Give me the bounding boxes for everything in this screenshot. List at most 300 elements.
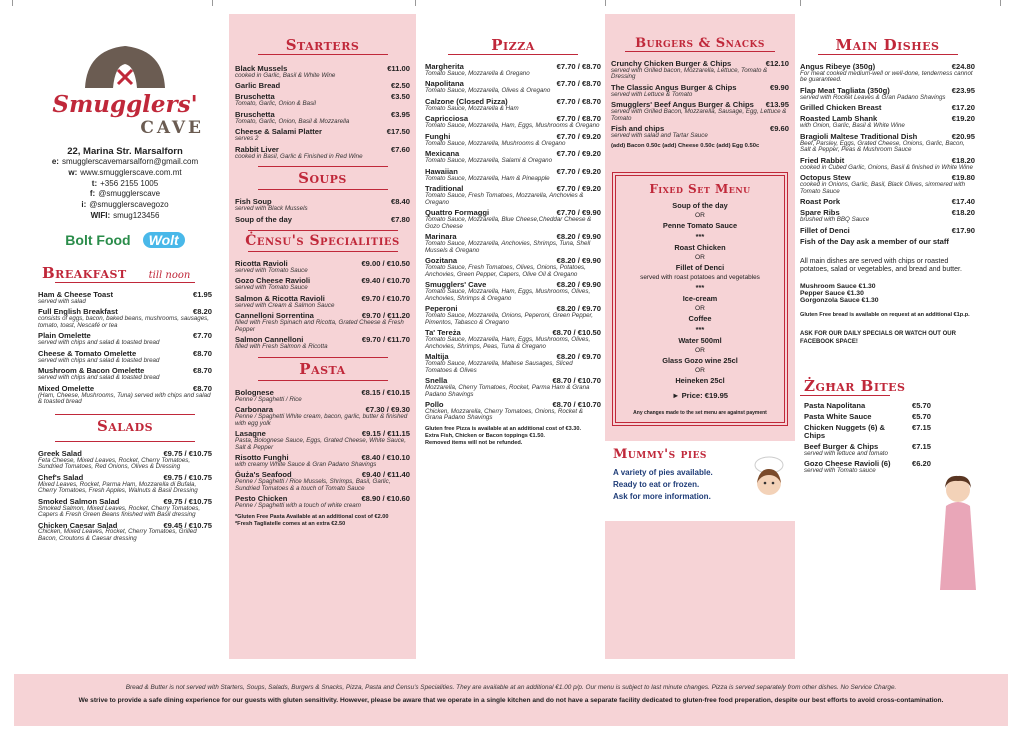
contact-value: +356 2155 1005 (100, 178, 159, 188)
bolt-food-logo: Bolt Food (65, 231, 131, 248)
item-desc: For meat cooked medium-well or well-done, tenderness cannot be guaranteed. (800, 69, 973, 84)
set-menu-line: Water 500ml (678, 335, 722, 345)
item-price: €9.75 / €10.75 (163, 448, 212, 458)
item-desc: Tomato Sauce, Mozzarella, Ham, Eggs, Mushrooms, Olives, Anchovies, Shrimps & Oregano (425, 288, 591, 302)
item-desc: served with Rocket Leaves & Gran Padano Shavings (800, 93, 946, 101)
item-desc: filled with Fresh Spinach and Ricotta, Grated Cheese & Fresh Pepper (235, 319, 404, 333)
breakfast-section (30, 264, 220, 406)
menu-item (425, 281, 601, 302)
item-name: Garlic Bread (235, 81, 281, 91)
item-price: €7.70 / €9.20 (556, 131, 601, 141)
item-name: Pasta Napolitana (804, 400, 866, 410)
item-price: €7.30 / €9.30 (365, 405, 410, 415)
item-price: €8.70 (192, 348, 212, 358)
item-name: Gozo Cheese Ravioli (6) (804, 459, 891, 469)
menu-item (38, 332, 212, 346)
menu-item (800, 104, 975, 112)
menu-item (425, 329, 601, 350)
item-name: Bragioli Maltese Traditional Dish (800, 131, 918, 141)
item-price: €9.45 / €10.75 (163, 520, 212, 530)
item-price: €8.70 (192, 383, 212, 393)
pizza-list (425, 63, 601, 422)
item-name: Angus Ribeye (350g) (800, 62, 876, 71)
item-name: Capricciosa (425, 114, 469, 124)
item-desc: Penne / Spaghetti / Rice Mussels, Shrimps, Basil, Garlic, Sundried Tomatoes & a touch of Tomato Sauce (235, 478, 391, 492)
menu-item (800, 174, 975, 195)
menu-item (611, 84, 789, 98)
item-price: €13.95 (765, 100, 789, 110)
contact-list (30, 157, 220, 222)
item-price: €8.20 / €9.70 (556, 352, 601, 362)
item-price: €8.40 / €10.10 (361, 453, 410, 462)
note-line: Gluten free Pizza is available at an additional cost of €3.30. (425, 425, 582, 432)
item-price: €18.20 (951, 155, 975, 165)
set-menu-line: Heineken 25cl (675, 375, 725, 385)
burger-extras: (add) Bacon 0.50c (add) Cheese 0.50c (add) Egg 0.50c (611, 142, 760, 149)
item-price: €8.70 / €10.50 (552, 328, 601, 338)
item-price: €9.40 / €11.40 (361, 470, 410, 480)
item-desc: Tomato Sauce, Mozzarella & Ham (425, 104, 519, 112)
item-desc: served with chips and salad & toasted bread (38, 339, 160, 347)
menu-item (800, 157, 975, 171)
set-menu-line: *** (695, 324, 705, 334)
item-name: Fried Rabbit (800, 155, 845, 165)
item-name: Spare Ribs (800, 208, 840, 218)
menu-item (235, 216, 410, 224)
col-pizza (423, 14, 603, 664)
contact-label: WIFI: (90, 210, 111, 220)
item-name: Roast Pork (800, 197, 841, 207)
mains-served: All main dishes are served with chips or roasted potatoes, salad or vegetables, and bread and butter. (800, 257, 962, 274)
menu-item (38, 522, 212, 543)
footer-line2: We strive to provide a safe dining experience for our guests with gluten sensitivity. However, please be aware that we operate in a single kitchen and do not have a separate facility dedicated to gluten-free food preperation, despite our best efforts to avoid cross-contamination. (78, 697, 944, 704)
item-price: €9.15 / €11.15 (361, 429, 410, 439)
item-price: €5.70 (911, 411, 931, 421)
menu-item (38, 450, 212, 471)
menu-item (235, 454, 410, 468)
item-price: €17.40 (951, 197, 975, 207)
censu-list (235, 260, 410, 351)
menu-item (804, 443, 931, 457)
item-name: Black Mussels (235, 64, 288, 73)
item-name: Mexicana (425, 149, 460, 159)
item-price: €23.95 (951, 85, 975, 95)
item-name: Fish Soup (235, 197, 272, 207)
item-desc: served with Grilled bacon, Mozzarella, Lettuce, Tomato & Dressing (611, 66, 768, 81)
set-menu-line: OR (695, 211, 705, 219)
menu-item (38, 498, 212, 519)
col-brand (30, 14, 220, 614)
item-name: Salmon & Ricotta Ravioli (235, 293, 325, 303)
item-price: €8.15 / €10.15 (361, 387, 410, 397)
item-name: Rabbit Liver (235, 144, 279, 154)
item-desc: Tomato Sauce, Fresh Tomatoes, Olives, Onions, Potatoes, Anchovies, Green Pepper, Capers, Olive Oil & Oregano (425, 264, 586, 278)
sauce-line: Gorgonzola Sauce €1.30 (800, 297, 879, 305)
item-name: Pasta White Sauce (804, 411, 872, 421)
item-desc: served with salad (38, 297, 86, 305)
contact-line[interactable] (30, 168, 220, 179)
contact-label: f: (89, 189, 96, 199)
menu-item (235, 65, 410, 79)
item-name: Margherita (425, 62, 464, 71)
contact-label: i: (81, 200, 87, 210)
address: 22, Marina Str. Marsalforn (67, 146, 183, 157)
menu-item (800, 115, 975, 129)
set-menu-line: OR (695, 366, 705, 374)
menu-item (800, 133, 975, 154)
item-name: Greek Salad (38, 448, 82, 458)
item-desc: Chicken, Mozzarella, Cherry Tomatoes, Onions, Rocket & Grana Padano Shavings (425, 407, 583, 422)
item-desc: Smoked Salmon, Mixed Leaves, Rocket, Cherry Tomatoes, Capers & Fresh Green Beans finished with Basil dressing (38, 504, 201, 518)
item-name: Traditional (425, 184, 464, 194)
set-menu-line: *** (695, 231, 705, 241)
item-name: Flap Meat Tagliata (350g) (800, 85, 890, 95)
item-desc: Chicken, Mixed Leaves, Rocket, Cherry Tomatoes, Grilled Bacon, Croutons & Caesar dressing (38, 528, 197, 542)
pasta-notes (235, 514, 410, 528)
set-menu-line: Ice-cream (682, 293, 718, 303)
item-name: Pollo (425, 400, 444, 409)
item-desc: Tomato, Garlic, Onion & Basil (235, 100, 316, 108)
contact-value: @smugglerscavegozo (89, 200, 169, 210)
item-name: Salmon Cannelloni (235, 335, 304, 345)
item-price: €7.70 / €9.20 (556, 166, 601, 176)
item-name: Smoked Salmon Salad (38, 496, 120, 506)
item-name: Bolognese (235, 387, 274, 397)
item-desc: cooked in Garlic, Basil & White Wine (235, 71, 336, 79)
menu-item (235, 389, 410, 403)
item-name: Cannelloni Sorrentina (235, 311, 314, 321)
item-desc: Tomato, Garlic, Onion, Basil & Mozzarella (235, 117, 350, 125)
menu-item (425, 353, 601, 374)
item-price: €7.15 (911, 441, 931, 451)
menu-item (235, 495, 410, 509)
item-price: €8.20 / €9.70 (556, 304, 601, 314)
set-menu-line: Fillet of Denci (675, 262, 725, 272)
item-price: €8.20 / €9.90 (556, 256, 601, 266)
item-desc: Mixed Leaves, Rocket, Parma Ham, Mozzarella di Bufala, Cherry Tomatoes, Fresh Apples, Walnuts & Basil Dressing (38, 480, 198, 495)
menu-item (425, 80, 601, 94)
item-desc: Tomato Sauce, Fresh Tomatoes, Mozzarella, Anchovies & Oregano (425, 192, 584, 206)
item-price: €9.90 (769, 82, 789, 92)
item-desc: served with Grilled Bacon, Mozzarella, Sausage, Egg, Lettuce & Tomato (611, 108, 787, 122)
item-desc: served with lettuce and tomato (804, 449, 888, 457)
burgers-list (611, 60, 789, 140)
logo (30, 40, 220, 138)
footer-line1: Bread & Butter is not served with Starters, Soups, Salads, Burgers & Snacks, Pizza, Pasta and Ċensu's Specialities. They are available at an additional €1.00 p/p. Our menu is subject to last minute changes. Pizza is served separately from other dishes. No Service Charge. (125, 684, 897, 691)
item-price: €9.60 (769, 124, 789, 134)
item-price: €20.95 (951, 131, 975, 141)
set-menu-line: Glass Gozo wine 25cl (662, 355, 738, 365)
sauce-line: Mushroom Sauce €1.30 (800, 283, 876, 291)
soups-title: Soups (298, 169, 347, 188)
menu-item (425, 63, 601, 77)
item-price: €7.70 / €9.20 (556, 184, 601, 194)
item-name: Ta' Tereża (425, 328, 461, 338)
pies-box (605, 441, 795, 521)
note-line: *Fresh Tagliatelle comes at an extra €2.50 (235, 520, 346, 527)
item-price: €8.70 / €10.70 (552, 376, 601, 386)
item-desc: consists of eggs, bacon, baked beans, mushrooms, sausages, tomato, toast, Nescafé or tea (38, 315, 209, 329)
menu-item (611, 101, 789, 122)
item-desc: Mozzarella, Cherry Tomatoes, Rocket, Parma Ham & Grana Padano Shavings (425, 384, 590, 398)
item-desc: Penne / Spaghetti White cream, bacon, garlic, butter & finished with egg yolk (235, 413, 408, 427)
item-desc: brushed with BBQ Sauce (800, 216, 870, 224)
brand-sub: CAVE (140, 118, 204, 138)
item-name: Chicken Caesar Salad (38, 520, 118, 530)
set-menu-line: served with roast potatoes and vegetables (640, 273, 760, 281)
item-price: €9.75 / €10.75 (163, 472, 212, 482)
item-desc: Tomato Sauce, Mozzarella & Oregano (425, 69, 530, 77)
menu-item (425, 209, 601, 230)
item-price: €1.95 (192, 289, 212, 299)
item-name: Crunchy Chicken Burger & Chips (611, 59, 732, 68)
contact-line[interactable] (30, 211, 220, 222)
item-price: €7.70 / €8.70 (556, 62, 601, 71)
pies-line: Ask for more information. (613, 491, 711, 501)
item-desc: Tomato Sauce, Mozzarella, Mushrooms & Oregano (425, 139, 566, 147)
salads-list (38, 450, 212, 543)
item-price: €9.70 / €11.70 (361, 335, 410, 345)
item-desc: Penne / Spaghetti with a touch of white cream (235, 502, 361, 510)
item-desc: serves 2 (235, 135, 259, 143)
item-price: €8.70 (192, 366, 212, 376)
menu-item (800, 87, 975, 101)
item-name: Beef Burger & Chips (804, 441, 879, 451)
item-desc: filled with Fresh Salmon & Ricotta (235, 343, 328, 351)
menu-item (611, 125, 789, 139)
item-price: €11.00 (387, 64, 410, 73)
menu-item (235, 277, 410, 291)
item-price: €7.70 / €8.70 (556, 96, 601, 106)
pizza-notes (425, 426, 601, 447)
item-price: €18.20 (951, 208, 975, 218)
menu-item (235, 111, 410, 125)
item-price: €19.20 (951, 114, 975, 124)
item-desc: Beef, Parsley, Eggs, Grated Cheese, Onions, Garlic, Bacon, Salt & Pepper, Peas & Mushroom Sauce (800, 139, 965, 154)
contact-label: t: (91, 178, 98, 188)
item-name: Funghi (425, 131, 451, 141)
item-price: €17.90 (951, 225, 975, 235)
item-price: €8.20 / €9.90 (556, 280, 601, 290)
item-price: €9.75 / €10.75 (163, 496, 212, 506)
menu-item (804, 424, 931, 440)
item-name: Peperoni (425, 304, 458, 314)
menu-item (425, 257, 601, 278)
item-name: Fillet of Denci (800, 225, 850, 235)
starters-title: Starters (285, 36, 360, 54)
salads-section (30, 414, 220, 543)
item-name: Chef's Salad (38, 472, 84, 482)
item-price: €7.15 (911, 422, 931, 432)
set-menu-box (615, 175, 785, 423)
specials-note: ASK FOR OUR DAILY SPECIALS OR WATCH OUT OUR FACEBOOK SPACE! (800, 331, 956, 345)
footer-band (14, 674, 1008, 726)
item-price: €7.70 (192, 331, 212, 341)
item-price: €7.70 / €9.20 (556, 149, 601, 159)
pasta-list (235, 389, 410, 510)
mains-title: Main Dishes (835, 36, 940, 54)
menu-item (425, 150, 601, 164)
menu-item (425, 233, 601, 254)
pasta-title: Pasta (299, 359, 346, 378)
set-menu-line: *** (695, 282, 705, 292)
item-desc: cooked in Onions, Garlic, Basil, Black Olives, simmered with Tomato Sauce (800, 181, 966, 195)
menu-item (235, 82, 410, 90)
menu-item (235, 146, 410, 160)
menu-item (425, 98, 601, 112)
menu-item (235, 406, 410, 427)
menu-item (804, 460, 931, 474)
item-name: Napolitana (425, 79, 464, 89)
contact-line[interactable] (30, 200, 220, 211)
set-menu-line: OR (695, 304, 705, 312)
menu-item (235, 295, 410, 309)
item-name: Risotto Funghi (235, 453, 289, 462)
item-desc: with creamy White Sauce & Gran Padano Shavings (235, 460, 377, 468)
set-menu-line: OR (695, 253, 705, 261)
pies-line: A variety of pies available. (613, 467, 713, 477)
salads-title: Salads (96, 416, 154, 435)
item-name: Ham & Cheese Toast (38, 289, 113, 299)
breakfast-tag: till noon (148, 269, 191, 281)
item-price: €19.80 (951, 173, 975, 183)
menu-item (38, 308, 212, 329)
menu-item (611, 60, 789, 81)
menu-item (804, 402, 931, 410)
item-price: €7.70 / €9.90 (556, 208, 601, 218)
delivery-logos (30, 232, 220, 248)
menu-item (235, 260, 410, 274)
menu-item (425, 305, 601, 326)
sauces-list (800, 283, 975, 304)
menu-item (38, 367, 212, 381)
menu-item (800, 227, 975, 235)
menu-item (425, 133, 601, 147)
item-name: Cheese & Tomato Omelette (38, 348, 137, 358)
item-desc: Feta Cheese, Mixed Leaves, Rocket, Cherry Tomatoes, Sundried Tomatoes, Red Onions, Olives & Dressing (38, 456, 191, 471)
menu-item (38, 350, 212, 364)
item-desc: cooked in Cubed Garlic, Onions, Basil & finished in White Wine (800, 163, 973, 171)
item-desc: cooked in Basil, Garlic & Finished in Red Wine (235, 152, 363, 160)
item-desc: Tomato Sauce, Mozzarella, Anchovies, Shrimps, Tuna, Shell Mussels & Oregano (425, 240, 591, 254)
menu-item (804, 413, 931, 421)
item-name: Pesto Chicken (235, 494, 288, 504)
menu-item (800, 63, 975, 84)
item-desc: Tomato Sauce, Mozzarella, Olives & Oregano (425, 87, 551, 95)
item-price: €9.40 / €10.70 (361, 276, 410, 286)
item-price: €2.50 (390, 81, 410, 91)
item-price: €12.10 (765, 59, 789, 68)
set-menu-line: Penne Tomato Sauce (662, 220, 738, 230)
item-price: €8.70 / €10.70 (552, 400, 601, 409)
item-desc: Pasta, Bolognese Sauce, Eggs, Grated Cheese, White Sauce, Salt & Pepper (235, 437, 406, 451)
kids-list (800, 402, 975, 475)
item-desc: (Ham, Cheese, Mushrooms, Tuna) served with chips and salad & toasted bread (38, 391, 211, 406)
note-line: Extra Fish, Chicken or Bacon toppings €1.50. (425, 432, 545, 439)
menu-item (38, 291, 212, 305)
contact-label: e: (51, 157, 59, 166)
item-desc: Penne / Spaghetti / Rice (235, 395, 302, 403)
item-price: €7.70 / €8.70 (556, 79, 601, 89)
item-desc: Tomato Sauce, Mozzarella, Blue Cheese,Cheddar Cheese & Gozo Cheese (425, 216, 592, 230)
menu-item (800, 238, 975, 246)
contact-line[interactable] (30, 179, 220, 190)
pies-line: Ready to eat or frozen. (613, 479, 700, 489)
menu-item (235, 93, 410, 107)
item-desc: Tomato Sauce, Mozzarella, Ham, Eggs, Mushrooms & Oregano (425, 122, 600, 130)
item-price: €8.20 / €9.90 (556, 232, 601, 242)
item-desc: served with Tomato Sauce (235, 266, 308, 274)
menu-item (235, 336, 410, 350)
item-name: Calzone (Closed Pizza) (425, 96, 508, 106)
item-price: €8.40 (390, 197, 410, 207)
contact-value: @smugglerscave (98, 189, 161, 199)
item-desc: Tomato Sauce, Mozzarella, Onions, Peperoni, Green Pepper, Pimentos, Tabasco & Oregano (425, 312, 593, 326)
item-desc: served with Tomato sauce (804, 467, 876, 475)
set-menu-note: Any changes made to the set menu are against payment (633, 409, 767, 416)
item-price: €6.20 (911, 459, 931, 469)
item-price: €17.20 (951, 103, 975, 113)
item-name: Chicken Nuggets (6) & Chips (804, 422, 886, 440)
menu-item (235, 198, 410, 212)
pizza-title: Pizza (491, 36, 535, 54)
item-desc: served with chips and salad & toasted bread (38, 374, 160, 382)
girl-photo-icon (938, 472, 978, 592)
item-name: Fish of the Day ask a member of our staff (800, 236, 949, 246)
item-price: €8.20 (192, 307, 212, 317)
menu-item (425, 115, 601, 129)
item-desc: served with chips and salad & toasted bread (38, 356, 160, 364)
item-price: €9.70 / €10.70 (361, 293, 410, 303)
col-starters (229, 14, 416, 659)
item-desc: served with Tomato Sauce (235, 284, 308, 292)
menu-item (38, 474, 212, 495)
item-desc: Tomato Sauce, Mozzarella, Ham, Eggs, Mushrooms, Olives, Anchovies, Shrimps, Peas, Tuna & Oregano (425, 336, 591, 350)
item-name: Marinara (425, 232, 457, 242)
contact-line[interactable] (30, 189, 220, 200)
menu-item (235, 430, 410, 451)
kids-title: Żgħar Bites (804, 376, 906, 395)
set-menu-line: Roast Chicken (674, 242, 726, 252)
item-price: €9.00 / €10.50 (361, 258, 410, 268)
menu-item (425, 377, 601, 398)
brand-name: Smugglers' (52, 91, 198, 118)
item-desc: Tomato Sauce, Mozzarella, Ham & Pineapple (425, 174, 550, 182)
gluten-note: Gluten Free bread is available on request at an additional €1p.p. (800, 312, 970, 319)
contact-line[interactable] (30, 157, 220, 168)
item-name: Snella (425, 376, 448, 386)
item-price: €7.60 (390, 144, 410, 154)
item-desc: Tomato Sauce, Mozzarella, Maltese Sausages, Sliced Tomatoes & Olives (425, 360, 573, 374)
censu-title: Ċensu's Specialities (245, 232, 400, 249)
menu-item (235, 128, 410, 142)
item-name: Ricotta Ravioli (235, 258, 288, 268)
item-desc: served with Black Mussels (235, 205, 308, 213)
note-line: *Gluten Free Pasta Available at an additional cost of €2.00 (235, 513, 389, 520)
set-menu-line: Coffee (688, 313, 712, 323)
sauce-line: Pepper Sauce €1.30 (800, 290, 864, 298)
chef-mascot-icon (749, 455, 789, 503)
set-menu-title: Fixed Set Menu (649, 181, 751, 196)
menu-item (425, 401, 601, 422)
item-name: Gozitana (425, 256, 458, 266)
item-name: Quattro Formaggi (425, 208, 490, 218)
menu-item (425, 168, 601, 182)
set-menu-line: OR (695, 346, 705, 354)
menu-item (800, 198, 975, 206)
item-name: Lasagne (235, 429, 266, 439)
item-desc: Tomato Sauce, Mozzarella, Salami & Oregano (425, 157, 553, 165)
